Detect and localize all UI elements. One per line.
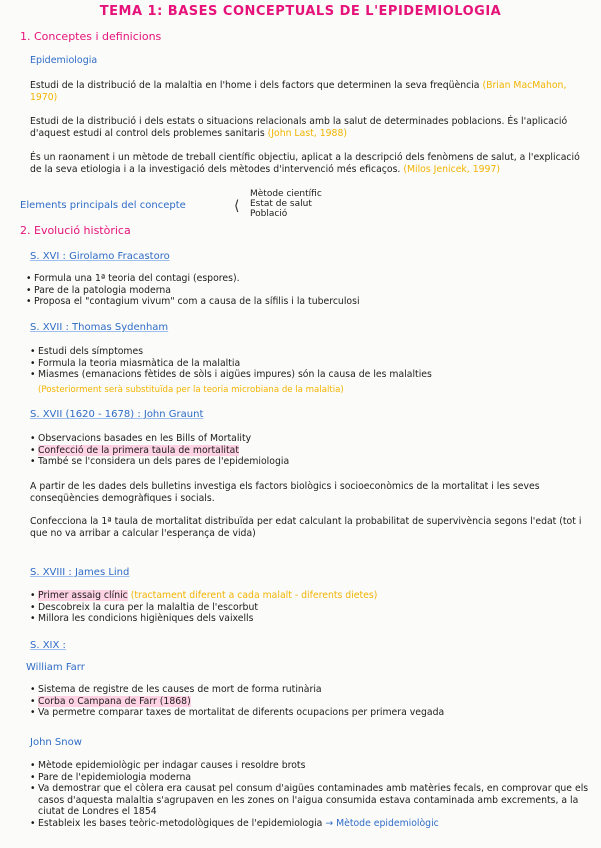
snow-list bbox=[30, 760, 595, 829]
list-item bbox=[30, 445, 595, 457]
farr-list bbox=[30, 684, 595, 719]
section-heading-concepts: 1. Conceptes i definicions bbox=[20, 30, 162, 43]
graunt-list bbox=[30, 433, 595, 468]
list-item: • També se l'considera un dels pares de l'epidemiologia bbox=[30, 456, 595, 468]
citation: (Brian MacMahon, 1970) bbox=[30, 80, 567, 103]
list-item: • Va demostrar que el còlera era causat pel consum d'aigües contaminades amb matèries fecals, en comprovar que els casos d'aquesta malaltia s'agrupaven en les zones on l'aigua consumida estava contaminada amb excrements, a la ciutat de Londres el 1854 bbox=[30, 783, 595, 818]
graunt-paragraph-2: Confecciona la 1ª taula de mortalitat distribuïda per edat calculant la probabilitat de supervivència segons l'edat (tot i que no va arribar a calcular l'esperança de vida) bbox=[30, 516, 582, 539]
definition-macmahon bbox=[30, 80, 590, 103]
lind-note: (tractament diferent a cada malalt - diferents dietes) bbox=[130, 590, 378, 601]
highlight: Corba o Campana de Farr (1868) bbox=[38, 695, 191, 707]
lind-heading: S. XVIII : James Lind bbox=[30, 567, 130, 578]
lind-list bbox=[30, 590, 595, 625]
citation: (Milos Jenicek, 1997) bbox=[403, 163, 500, 175]
list-item: • Pare de l'epidemiologia moderna bbox=[30, 772, 595, 784]
list-item: • Formula la teoria miasmàtica de la malaltia bbox=[30, 358, 595, 370]
xix-heading: S. XIX : bbox=[30, 640, 66, 651]
list-item: • Mètode epidemiològic per indagar causes i resoldre brots bbox=[30, 760, 595, 772]
list-item: • Formula una 1ª teoria del contagi (espores). bbox=[26, 273, 591, 285]
list-item: • Estudi dels símptomes bbox=[30, 346, 595, 358]
element-item: Població bbox=[250, 209, 288, 219]
highlight: Primer assaig clínic bbox=[38, 590, 128, 601]
highlight: Confecció de la primera taula de mortalitat bbox=[38, 444, 239, 456]
sydenham-note: (Posteriorment serà substituïda per la teoria microbiana de la malaltia) bbox=[38, 385, 344, 395]
farr-heading: William Farr bbox=[26, 662, 85, 673]
list-item: • Proposa el "contagium vivum" com a causa de la sífilis i la tuberculosi bbox=[26, 296, 591, 308]
fracastoro-heading: S. XVI : Girolamo Fracastoro bbox=[30, 251, 170, 262]
list-item bbox=[30, 590, 595, 602]
list-item: • Va permetre comparar taxes de mortalitat de diferents ocupacions per primera vegada bbox=[30, 707, 595, 719]
snow-item-text: Estableix les bases teòric-metodològiques de l'epidemiologia bbox=[38, 817, 323, 829]
list-item: • Observacions basades en les Bills of Mortality bbox=[30, 433, 595, 445]
list-item: • Miasmes (emanacions fètides de sòls i aigües impures) són la causa de les malalties bbox=[30, 369, 595, 381]
definition-text: Estudi de la distribució i dels estats o situacions relacionals amb la salut de determinades poblacions. És l'aplicació d'aquest estudi al control dels problemes sanitaris bbox=[30, 116, 568, 139]
definition-text: Estudi de la distribució de la malaltia en l'home i dels factors que determinen la seva freqüència bbox=[30, 80, 480, 91]
page-title: TEMA 1: BASES CONCEPTUALS DE L'EPIDEMIOLOGIA bbox=[99, 4, 502, 19]
list-item: • Sistema de registre de les causes de mort de forma rutinària bbox=[30, 684, 595, 696]
section-heading-history: 2. Evolució històrica bbox=[20, 224, 131, 237]
citation: (John Last, 1988) bbox=[267, 127, 348, 139]
list-item bbox=[30, 818, 595, 830]
list-item: • Pare de la patologia moderna bbox=[26, 285, 591, 297]
subheading-epidemiologia: Epidemiologia bbox=[30, 55, 98, 66]
list-item: • Millora les condicions higièniques dels vaixells bbox=[30, 613, 595, 625]
sydenham-heading: S. XVII : Thomas Sydenham bbox=[30, 322, 169, 333]
snow-heading: John Snow bbox=[30, 737, 82, 748]
graunt-paragraph-1: A partir de les dades dels bulletins investiga els factors biològics i socioeconòmics de la mortalitat i les seves conseqüències demogràfiques i socials. bbox=[30, 481, 540, 504]
definition-text: És un raonament i un mètode de treball científic objectiu, aplicat a la descripció dels fenòmens de salut, a l'explicació de la seva etiologia i a la investigació dels mètodes d'intervenció més eficaços. bbox=[30, 152, 580, 175]
element-item: Mètode científic bbox=[250, 189, 322, 199]
elements-label: Elements principals del concepte bbox=[20, 200, 186, 211]
method-arrow-label: → Mètode epidemiològic bbox=[325, 817, 439, 829]
sydenham-list bbox=[30, 346, 595, 381]
branch-arrow-icon: ⟨ bbox=[234, 198, 240, 214]
list-item: • Descobreix la cura per la malaltia de l'escorbut bbox=[30, 602, 595, 614]
definition-last bbox=[30, 116, 590, 139]
element-item: Estat de salut bbox=[250, 199, 312, 209]
definition-jenicek bbox=[30, 152, 590, 175]
elements-list bbox=[250, 189, 322, 219]
fracastoro-list bbox=[26, 273, 591, 308]
list-item bbox=[30, 696, 595, 708]
graunt-heading: S. XVII (1620 - 1678) : John Graunt bbox=[30, 409, 204, 420]
